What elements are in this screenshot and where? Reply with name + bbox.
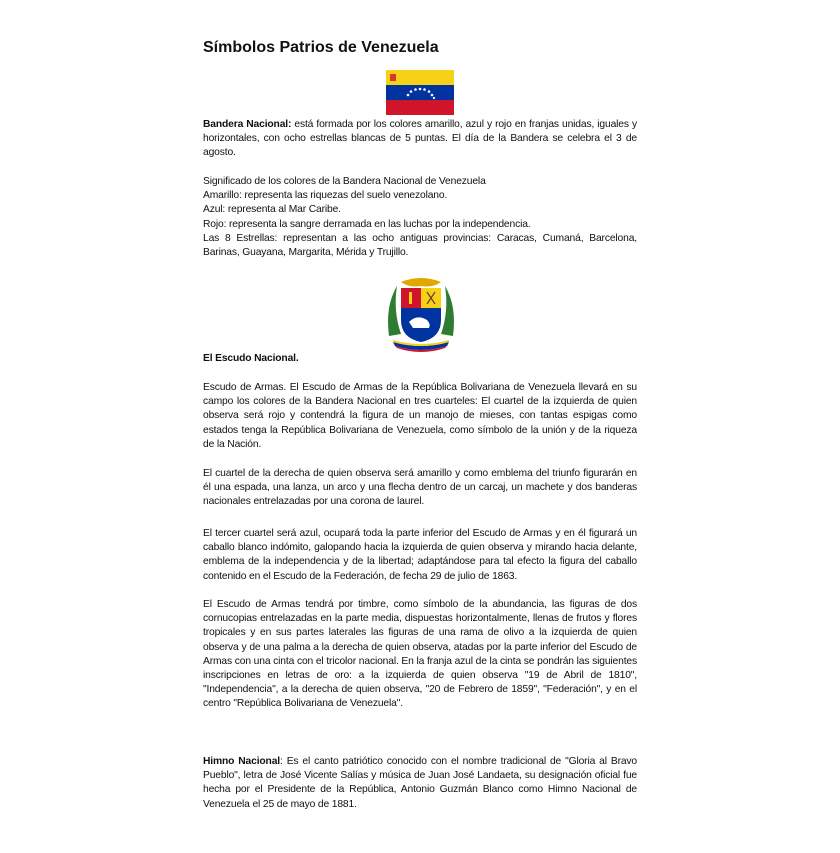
escudo-paragraph-4: El Escudo de Armas tendrá por timbre, como símbolo de la abundancia, las figuras de dos cornucopias entrelazadas en la parte media, dispuestas horizontalmente, llenas de frutos y flores tropicales y en sus partes laterales las figuras de una rama de olivo a la izquierda de quien observa y de una palma a la derecha de quien observa, atadas por la parte inferior del Escudo de Armas con una cinta con el tricolor nacional. En la franja azul de la cinta se pondrán las siguientes inscripciones en letras de oro: a la izquierda de quien observa "19 de Abril de 1810", "Independencia", a la derecha de quien observa, "20 de Febrero de 1859", "Federación", y en el centro "República Bolivariana de Venezuela". — [203, 599, 637, 710]
page-title: Símbolos Patrios de Venezuela — [203, 39, 439, 56]
coat-of-arms-image — [383, 276, 459, 352]
significado-section — [203, 175, 637, 260]
significado-line-azul: Azul: representa al Mar Caribe. — [203, 204, 341, 216]
significado-line-amarillo: Amarillo: representa las riquezas del suelo venezolano. — [203, 190, 448, 202]
escudo-paragraph-1: Escudo de Armas. El Escudo de Armas de la República Bolivariana de Venezuela llevará en su campo los colores de la Bandera Nacional en tres cuarteles: El cuartel de la izquierda de quien observa será rojo y contendrá la figura de un manojo de mieses, con tantas espigas como estados tenga la República Bolivariana de Venezuela, como símbolo de la unión y de la riqueza de la Nación. — [203, 382, 637, 450]
himno-label: Himno Nacional — [203, 756, 280, 767]
significado-line-rojo: Rojo: representa la sangre derramada en las luchas por la independencia. — [203, 218, 531, 230]
bandera-label: Bandera Nacional: — [203, 119, 292, 130]
significado-line-estrellas: Las 8 Estrellas: representan a las ocho antiguas provincias: Caracas, Cumaná, Barcelona, Barinas, Guayana, Margarita, Mérida y Trujillo. — [203, 232, 637, 259]
escudo-heading-text: El Escudo Nacional. — [203, 353, 299, 364]
escudo-paragraph-3: El tercer cuartel será azul, ocupará toda la parte inferior del Escudo de Armas y en él figurará un caballo blanco indómito, galopando hacia la izquierda de quien observa y mirando hacia delante, emblema de la independencia y de la libertad; adaptándose para tal efecto la figura del caballo contenido en el Escudo de la Federación, de fecha 29 de julio de 1863. — [203, 528, 637, 582]
venezuela-flag-image — [386, 70, 454, 115]
escudo-paragraph-2: El cuartel de la derecha de quien observa será amarillo y como emblema del triunfo figurarán en él una espada, una lanza, un arco y una flecha dentro de un carcaj, un machete y dos banderas nacionales entrelazadas por una corona de laurel. — [203, 468, 637, 508]
himno-paragraph — [203, 755, 637, 812]
escudo-heading — [203, 352, 637, 366]
bandera-paragraph — [203, 118, 637, 161]
bandera-text: está formada por los colores amarillo, azul y rojo en franjas unidas, iguales y horizontales, con ocho estrellas blancas de 5 puntas. El día de la Bandera se celebra el 3 de agosto. — [203, 119, 637, 159]
himno-text: : Es el canto patriótico conocido con el nombre tradicional de "Gloria al Bravo Pueblo", letra de José Vicente Salías y música de Juan José Landaeta, su designación oficial fue hecha por el Presidente de la República, Antonio Guzmán Blanco como Himno Nacional de Venezuela el 25 de mayo de 1881. — [203, 756, 637, 810]
significado-heading: Significado de los colores de la Bandera Nacional de Venezuela — [203, 176, 486, 187]
